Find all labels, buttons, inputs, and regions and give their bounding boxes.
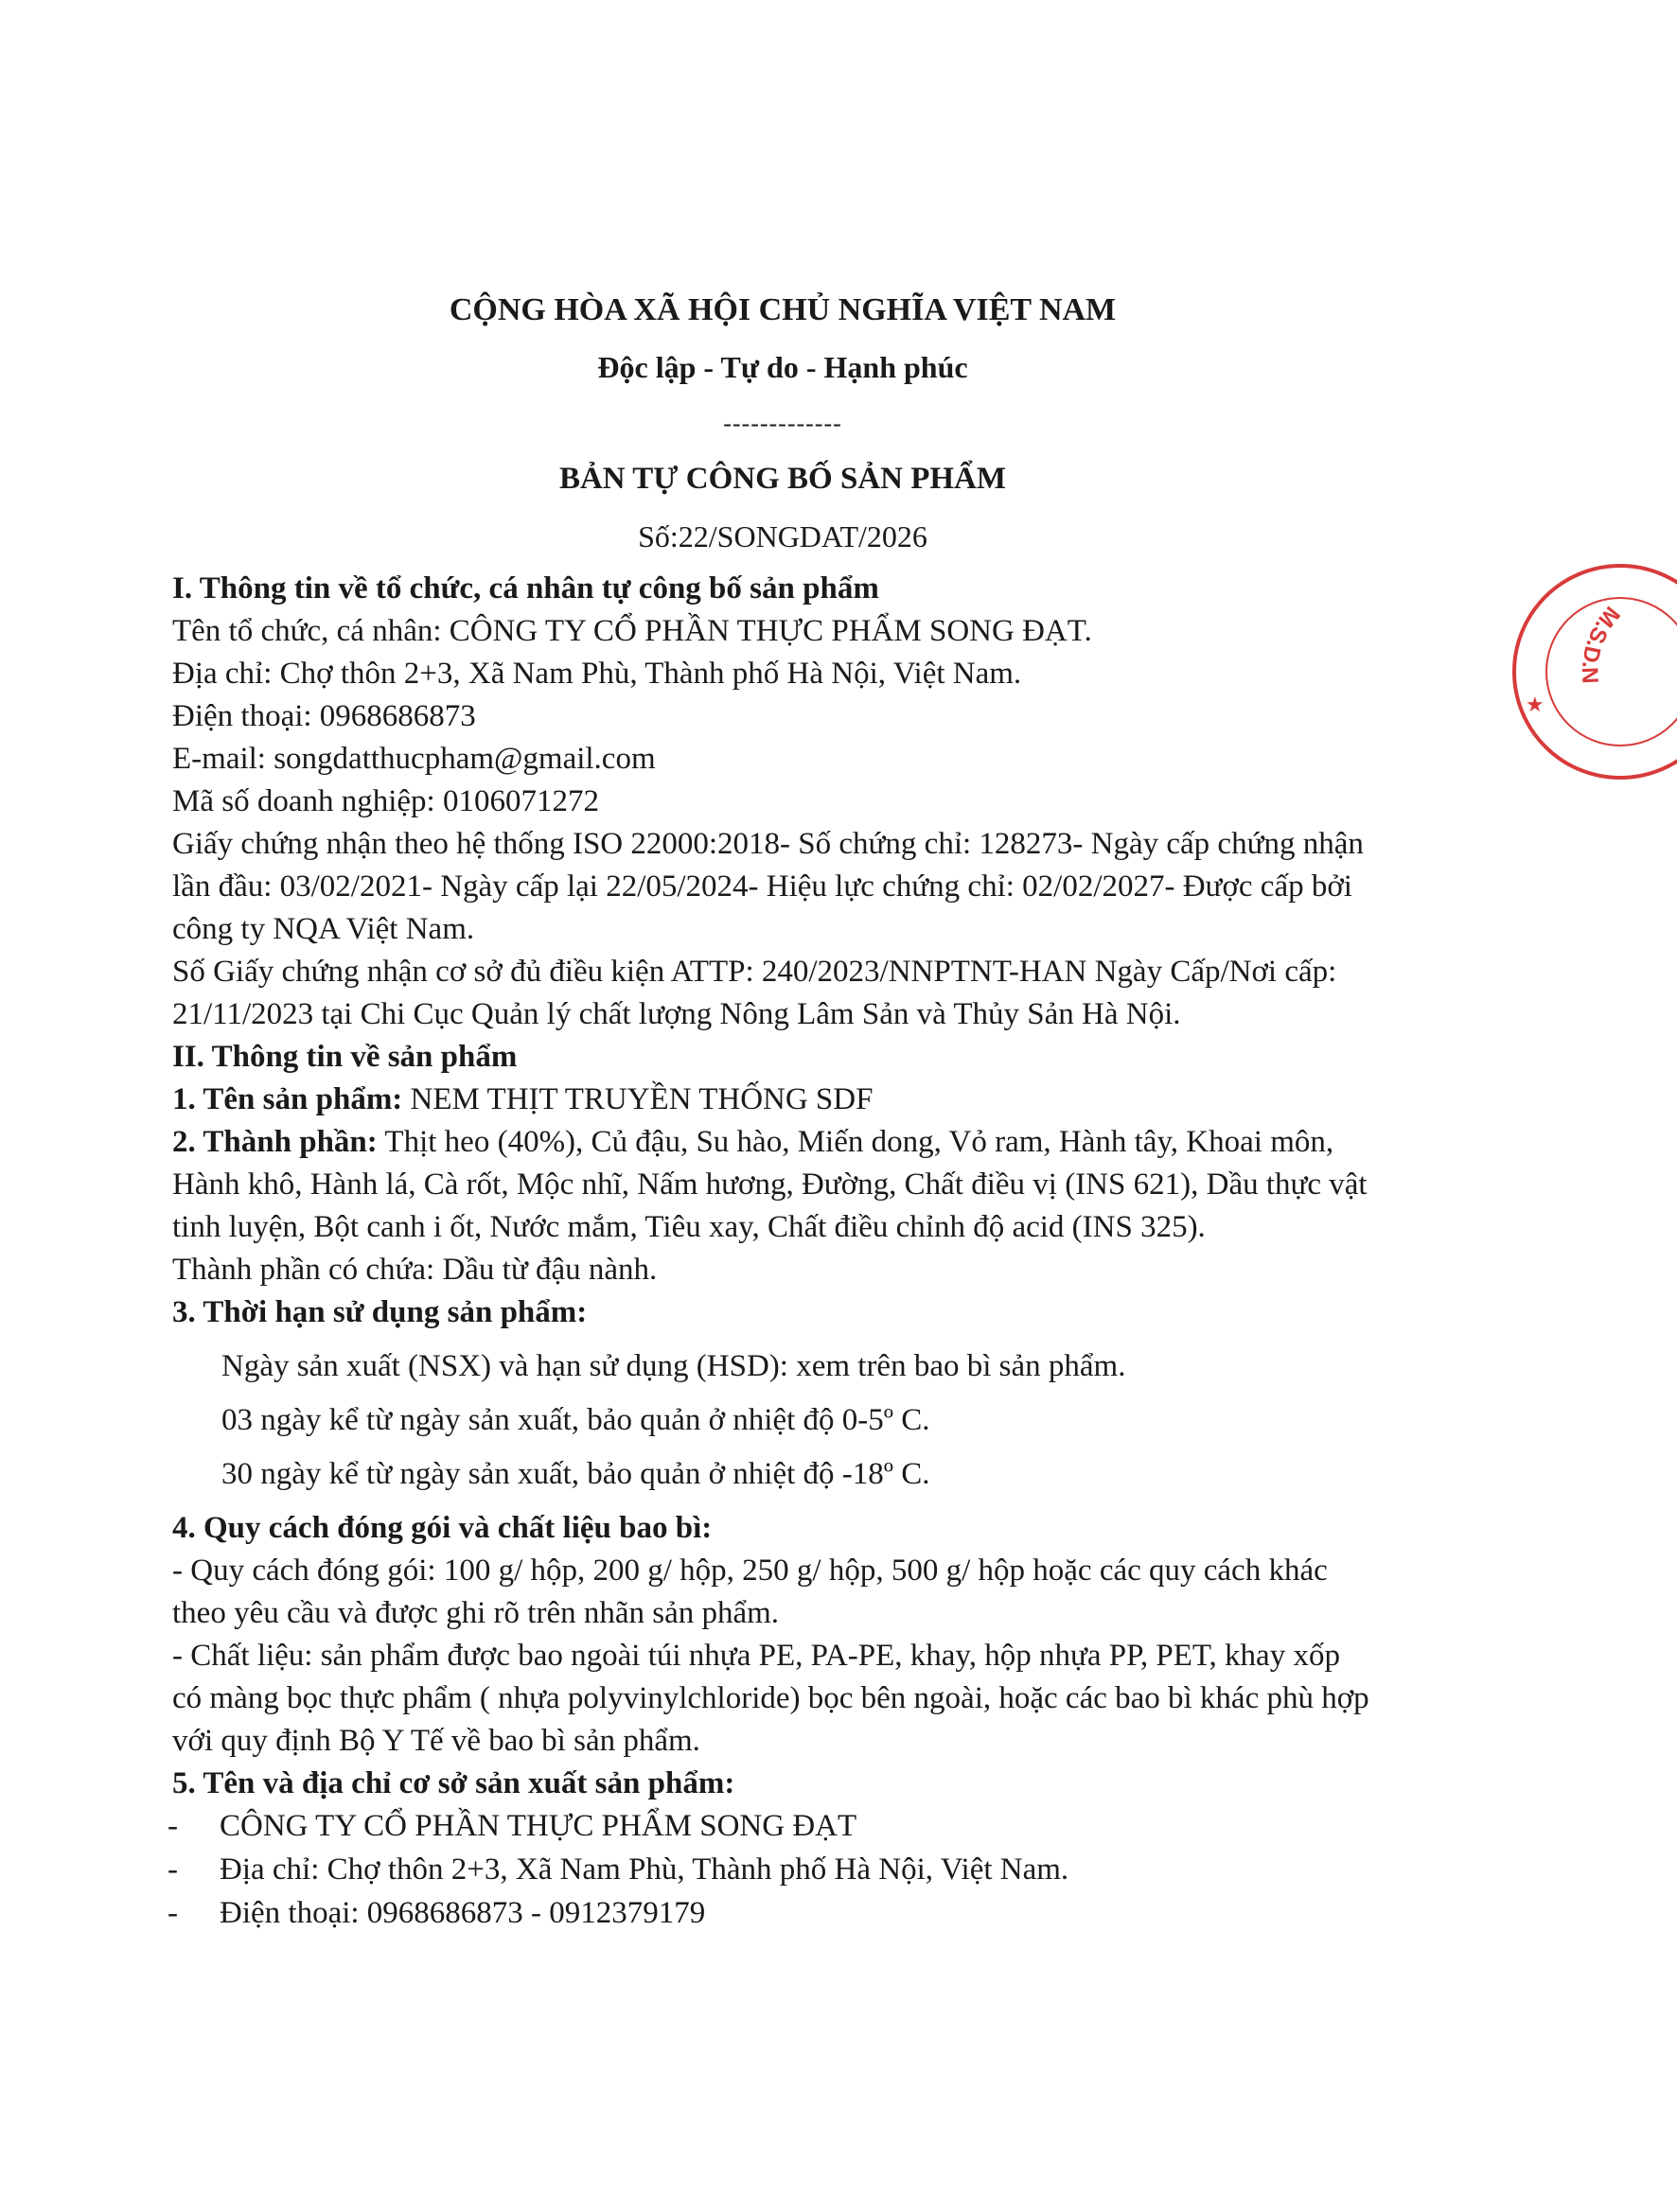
manufacturer-item: - CÔNG TY CỔ PHẦN THỰC PHẨM SONG ĐẠT (168, 1809, 857, 1843)
attp-certificate-line: Số Giấy chứng nhận cơ sở đủ điều kiện ATTP: 240/2023/NNPTNT-HAN Ngày Cấp/Nơi cấp: (172, 955, 1337, 989)
section1-heading: I. Thông tin về tổ chức, cá nhân tự công bố sản phẩm (172, 571, 879, 606)
packaging-material: có màng bọc thực phẩm ( nhựa polyvinylchloride) bọc bên ngoài, hoặc các bao bì khác phù hợp (172, 1681, 1369, 1715)
org-address: Địa chỉ: Chợ thôn 2+3, Xã Nam Phù, Thành phố Hà Nội, Việt Nam. (172, 657, 1022, 691)
org-phone: Điện thoại: 0968686873 (172, 699, 476, 733)
ingredients-text: Thịt heo (40%), Củ đậu, Su hào, Miến dong, Vỏ ram, Hành tây, Khoai môn, (377, 1125, 1334, 1159)
section2-heading: II. Thông tin về sản phẩm (172, 1040, 518, 1074)
document-body (168, 568, 1431, 1936)
ingredients-label: 2. Thành phần: (172, 1125, 378, 1159)
manufacturer-address: Địa chỉ: Chợ thôn 2+3, Xã Nam Phù, Thành phố Hà Nội, Việt Nam. (220, 1852, 1069, 1887)
manufacturer-item: - Điện thoại: 0968686873 - 0912379179 (168, 1896, 706, 1930)
national-title: CỘNG HÒA XÃ HỘI CHỦ NGHĨA VIỆT NAM (449, 292, 1117, 327)
document-title: BẢN TỰ CÔNG BỐ SẢN PHẨM (558, 462, 1007, 496)
shelf-life-item: 03 ngày kể từ ngày sản xuất, bảo quản ở nhiệt độ 0-5º C. (221, 1403, 930, 1437)
org-name: Tên tổ chức, cá nhân: CÔNG TY CỔ PHẦN THỰC PHẨM SONG ĐẠT. (172, 614, 1092, 648)
manufacturer-name: CÔNG TY CỔ PHẦN THỰC PHẨM SONG ĐẠT (220, 1809, 857, 1843)
attp-certificate-line: 21/11/2023 tại Chi Cục Quản lý chất lượng Nông Lâm Sản và Thủy Sản Hà Nội. (172, 997, 1181, 1031)
allergen-note: Thành phần có chứa: Dầu từ đậu nành. (172, 1253, 658, 1287)
national-motto: Độc lập - Tự do - Hạnh phúc (597, 350, 968, 384)
manufacturer-heading: 5. Tên và địa chỉ cơ sở sản xuất sản phẩm: (172, 1766, 735, 1800)
manufacturer-phone: Điện thoại: 0968686873 - 0912379179 (220, 1896, 706, 1930)
shelf-life-heading: 3. Thời hạn sử dụng sản phẩm: (172, 1295, 588, 1329)
ingredients (172, 1121, 1431, 1164)
iso-certificate-line: công ty NQA Việt Nam. (172, 912, 475, 946)
manufacturer-item: - Địa chỉ: Chợ thôn 2+3, Xã Nam Phù, Thành phố Hà Nội, Việt Nam. (168, 1852, 1069, 1887)
seal-text: M.S.D.N (1576, 601, 1625, 685)
svg-text:★: ★ (1526, 693, 1545, 717)
shelf-life-item: Ngày sản xuất (NSX) và hạn sử dụng (HSD): xem trên bao bì sản phẩm. (221, 1349, 1126, 1383)
iso-certificate-line: Giấy chứng nhận theo hệ thống ISO 22000:2018- Số chứng chỉ: 128273- Ngày cấp chứng nhận (172, 827, 1364, 861)
title-separator: ------------- (723, 410, 842, 437)
org-email: E-mail: songdatthucpham@gmail.com (172, 742, 656, 776)
iso-certificate-line: lần đầu: 03/02/2021- Ngày cấp lại 22/05/2024- Hiệu lực chứng chỉ: 02/02/2027- Được cấp bởi (172, 869, 1352, 904)
packaging-material: - Chất liệu: sản phẩm được bao ngoài túi nhựa PE, PA-PE, khay, hộp nhựa PP, PET, khay xốp (172, 1639, 1340, 1673)
product-name-value: NEM THỊT TRUYỀN THỐNG SDF (402, 1082, 874, 1116)
org-tax-code: Mã số doanh nghiệp: 0106071272 (172, 784, 599, 818)
product-name-label: 1. Tên sản phẩm: (172, 1082, 403, 1116)
packaging-heading: 4. Quy cách đóng gói và chất liệu bao bì: (172, 1511, 713, 1545)
packaging-spec: theo yêu cầu và được ghi rõ trên nhãn sản phẩm. (172, 1596, 780, 1630)
packaging-material: với quy định Bộ Y Tế về bao bì sản phẩm. (172, 1724, 700, 1758)
ingredients-continued: Hành khô, Hành lá, Cà rốt, Mộc nhĩ, Nấm hương, Đường, Chất điều vị (INS 621), Dầu thực vật (172, 1167, 1368, 1202)
packaging-spec: - Quy cách đóng gói: 100 g/ hộp, 200 g/ hộp, 250 g/ hộp, 500 g/ hộp hoặc các quy cách khác (172, 1554, 1328, 1588)
svg-text:M.S.D.N (1577, 602, 1625, 685)
document-number: Số:22/SONGDAT/2026 (638, 519, 927, 553)
ingredients-continued: tinh luyện, Bột canh i ốt, Nước mắm, Tiêu xay, Chất điều chỉnh độ acid (INS 325). (172, 1210, 1206, 1244)
company-seal-stamp (1507, 558, 1677, 785)
product-name (172, 1079, 1431, 1121)
shelf-life-item: 30 ngày kể từ ngày sản xuất, bảo quản ở nhiệt độ -18º C. (221, 1457, 930, 1491)
